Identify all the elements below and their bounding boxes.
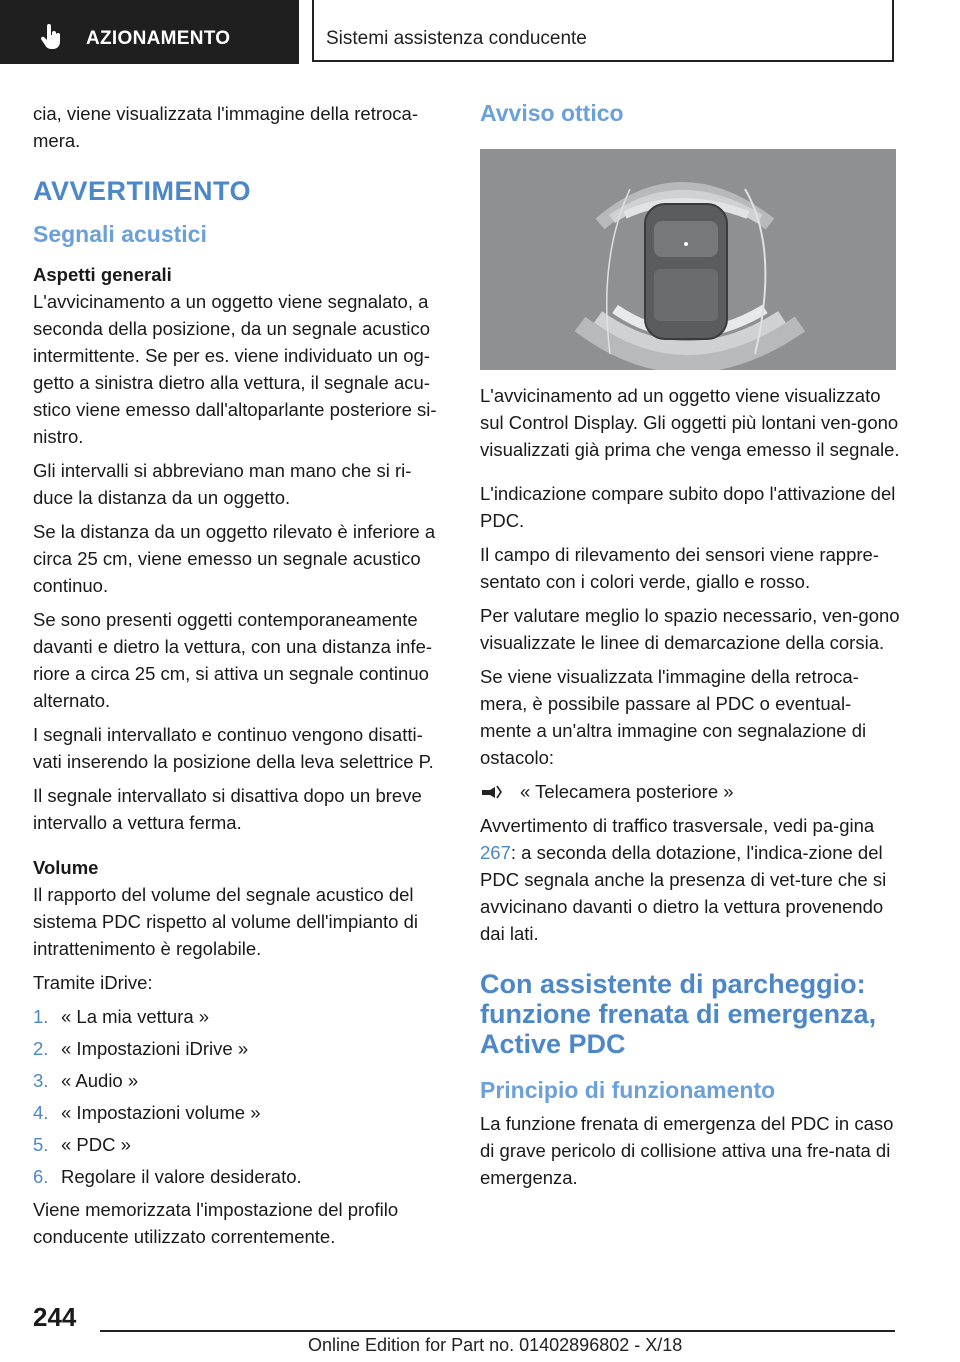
right-column: [480, 100, 900, 1198]
camera-option: « Telecamera posteriore »: [480, 778, 900, 805]
principle-text: La funzione frenata di emergenza del PDC in caso di grave pericolo di collisione attiva una fre-nata di emergenza.: [480, 1113, 894, 1188]
paragraph: Per valutare meglio lo spazio necessario, ven-gono visualizzate le linee di demarcazione della corsia.: [480, 605, 900, 653]
volume-text: Il rapporto del volume del segnale acustico del sistema PDC rispetto al volume dell'impianto di intrattenimento è regolabile.: [33, 884, 418, 959]
principle-heading: Principio di funzionamento: [480, 1077, 776, 1103]
page-link[interactable]: 267: [480, 842, 511, 863]
list-item: 4. « Impostazioni volume »: [33, 1102, 261, 1123]
paragraph: Se la distanza da un oggetto rilevato è inferiore a circa 25 cm, viene emesso un segnale acustico continuo.: [33, 521, 436, 596]
paragraph: L'avvicinamento ad un oggetto viene visualizzato sul Control Display. Gli oggetti più lontani ven-gono visualizzati già prima che venga emesso il segnale.: [480, 385, 900, 460]
paragraph: Se sono presenti oggetti contemporaneamente davanti e dietro la vettura, con una distanza infe-riore a circa 25 cm, si attiva un segnale continuo alternato.: [33, 609, 433, 711]
general-heading: Aspetti generali: [33, 264, 172, 285]
car-parking-sensor-illustration: [480, 149, 896, 370]
paragraph: Gli intervalli si abbreviano man mano che si ri-duce la distanza da un oggetto.: [33, 460, 412, 508]
volume-heading: Volume: [33, 857, 99, 878]
pdc-display-image: [480, 149, 896, 370]
paragraph: I segnali intervallato e continuo vengono disatti-vati inserendo la posizione della leva selettrice P.: [33, 724, 434, 772]
cross-traffic-paragraph: Avvertimento di traffico trasversale, vedi pa-gina 267: a seconda della dotazione, l'indica-zione del PDC segnala anche la presenza di vet-ture che si avvicinano davanti o dietro la vettura provenendo dai lati.: [480, 815, 887, 944]
list-item: 6. Regolare il valore desiderato.: [33, 1166, 302, 1187]
left-column: [33, 100, 449, 1257]
warning-heading: AVVERTIMENTO: [33, 176, 252, 206]
rear-camera-icon: [480, 783, 502, 801]
optical-warning-heading: Avviso ottico: [480, 100, 624, 126]
header-title: Sistemi assistenza conducente: [326, 28, 587, 49]
list-item: 2. « Impostazioni iDrive »: [33, 1038, 249, 1059]
paragraph: L'avvicinamento a un oggetto viene segnalato, a seconda della posizione, da un segnale acustico intermittente. Se per es. viene individuato un og-getto a sinistra dietro alla vettura, il segnale acu-stico viene emesso dall'altoparlante posteriore si-nistro.: [33, 291, 437, 447]
paragraph: L'indicazione compare subito dopo l'attivazione del PDC.: [480, 483, 896, 531]
list-item: 1. « La mia vettura »: [33, 1006, 210, 1027]
hand-icon: [40, 24, 64, 50]
page-header: [0, 0, 960, 66]
paragraph: Se viene visualizzata l'immagine della retroca-mera, è possibile passare al PDC o eventual-mente a un'altra immagine con segnalazione di ostacolo:: [480, 666, 867, 768]
footer-divider: [100, 1330, 895, 1332]
acoustic-signals-heading: Segnali acustici: [33, 221, 207, 247]
closing-text: Viene memorizzata l'impostazione del profilo conducente utilizzato correntemente.: [33, 1199, 399, 1247]
section-label: AZIONAMENTO: [86, 28, 231, 49]
paragraph: Il segnale intervallato si disattiva dopo un breve intervallo a vettura ferma.: [33, 785, 422, 833]
section-tab: [0, 0, 299, 64]
footer-edition: Online Edition for Part no. 01402896802 - X/18: [308, 1335, 683, 1355]
intro-text: cia, viene visualizzata l'immagine della retroca-mera.: [33, 103, 419, 151]
parking-assistant-heading: Con assistente di parcheggio: funzione frenata di emergenza, Active PDC: [480, 969, 877, 1059]
list-item: 5. « PDC »: [33, 1134, 131, 1155]
page-number: 244: [33, 1302, 77, 1332]
paragraph: Il campo di rilevamento dei sensori viene rappre-sentato con i colori verde, giallo e rosso.: [480, 544, 879, 592]
steps-list: [33, 1003, 449, 1190]
list-item: 3. « Audio »: [33, 1070, 139, 1091]
idrive-text: Tramite iDrive:: [33, 972, 153, 993]
